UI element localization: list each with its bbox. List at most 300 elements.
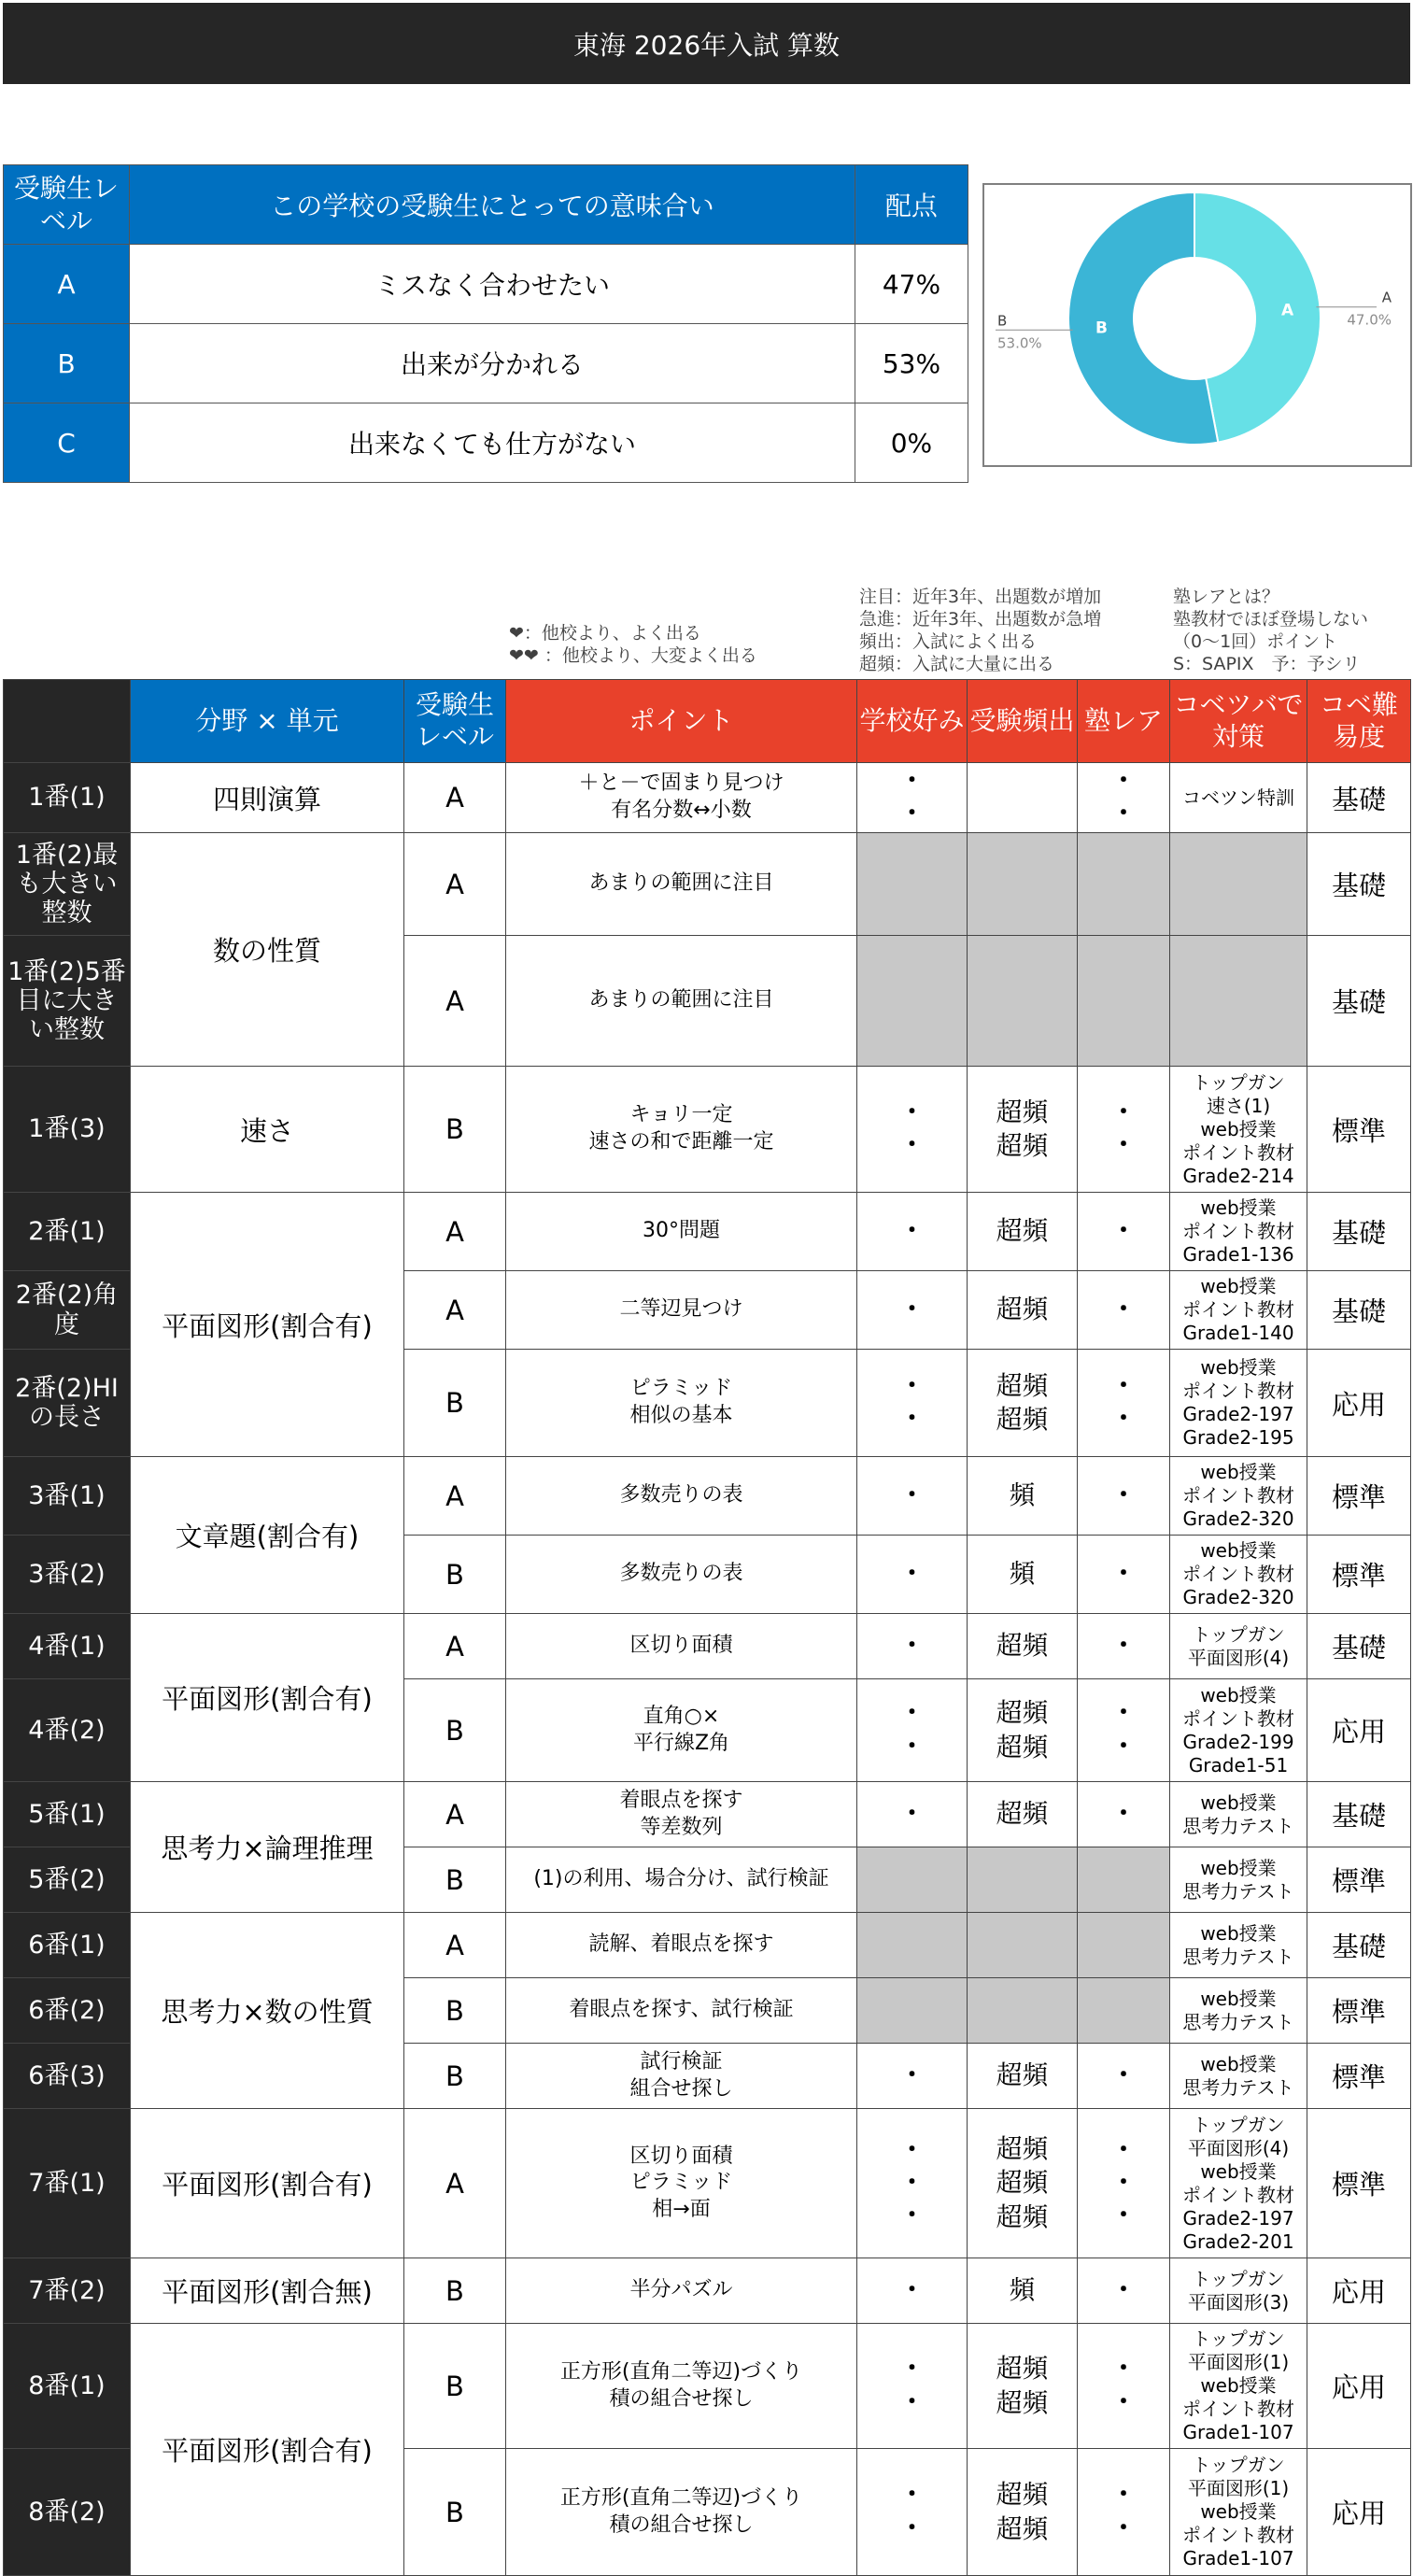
rare-mark: ・	[1110, 766, 1136, 795]
kobetsuba-cell	[1170, 936, 1307, 1067]
rare-mark: ・	[1110, 1799, 1136, 1828]
unit-cell: 思考力×数の性質	[131, 1913, 404, 2109]
rare-mark: ・	[1110, 1732, 1136, 1761]
header-frequency: 受験頻出	[968, 680, 1078, 763]
difficulty-cell: 基礎	[1307, 936, 1411, 1067]
level-cell: A	[404, 1913, 506, 1978]
summary-score: 47%	[855, 245, 968, 324]
level-cell: B	[404, 1350, 506, 1457]
difficulty-cell: 基礎	[1307, 1271, 1411, 1350]
school-cell	[857, 763, 968, 833]
point-cell	[506, 1913, 857, 1978]
difficulty-cell: 標準	[1307, 1847, 1411, 1913]
kobetsuba-line: web授業	[1200, 1856, 1277, 1879]
donut-value-label: 53.0%	[997, 334, 1042, 352]
frequency-cell	[968, 2258, 1078, 2324]
kobetsuba-line: Grade1-136	[1182, 1243, 1294, 1266]
rare-cell	[1078, 2449, 1170, 2576]
summary-header-level-text: 受験生レベル	[14, 173, 120, 236]
unit-cell: 文章題(割合有)	[131, 1457, 404, 1614]
point-line: 多数売りの表	[619, 1562, 743, 1586]
frequency-cell	[968, 1614, 1078, 1679]
kobetsuba-cell	[1170, 2324, 1307, 2449]
point-line: ＋と－で固まり見つけ	[578, 771, 784, 796]
legend-frequency-line: 超頻：入試に大量に出る	[859, 654, 1055, 674]
rare-cell	[1078, 833, 1170, 936]
kobetsuba-line: ポイント教材	[1182, 1140, 1294, 1164]
school-mark: ・	[899, 2513, 925, 2542]
school-cell	[857, 1978, 968, 2044]
point-line: ピラミッド	[629, 2171, 733, 2195]
kobetsuba-line: 平面図形(1)	[1187, 2351, 1290, 2373]
difficulty-cell: 基礎	[1307, 1614, 1411, 1679]
point-cell	[506, 2044, 857, 2109]
summary-meaning: 出来が分かれる	[130, 324, 855, 403]
frequency-cell	[968, 2449, 1078, 2576]
school-cell	[857, 936, 968, 1067]
school-mark: ・	[899, 1559, 925, 1588]
kobetsuba-line: web授業	[1200, 2374, 1277, 2397]
kobetsuba-line: 平面図形(4)	[1187, 1646, 1290, 1669]
frequency-cell	[968, 2324, 1078, 2449]
legend-rare-line: S：SAPIX 予：予シリ	[1173, 654, 1361, 674]
level-cell: A	[404, 1782, 506, 1847]
legend-frequency-line: 注目：近年3年、出題数が増加	[859, 587, 1102, 607]
rare-cell	[1078, 1782, 1170, 1847]
question-id: 2番(1)	[4, 1193, 131, 1271]
kobetsuba-line: web授業	[1200, 1921, 1277, 1945]
rare-cell	[1078, 1536, 1170, 1614]
school-cell	[857, 1536, 968, 1614]
point-line: 有名分数↔小数	[611, 799, 752, 822]
unit-cell: 数の性質	[131, 833, 404, 1067]
table-row	[4, 833, 1411, 936]
analysis-table	[3, 679, 1411, 2576]
school-mark: ・	[899, 766, 925, 795]
school-mark: ・	[899, 2481, 925, 2510]
question-id: 5番(2)	[4, 1847, 131, 1913]
point-line: 半分パズル	[629, 2278, 733, 2302]
legend-marks	[509, 622, 757, 667]
kobetsuba-line: ポイント教材	[1182, 1706, 1294, 1730]
point-line: 30°問題	[643, 1219, 720, 1243]
summary-row	[4, 403, 968, 483]
point-cell	[506, 2109, 857, 2258]
kobetsuba-line: web授業	[1200, 2052, 1277, 2075]
rare-mark: ・	[1110, 2201, 1136, 2230]
frequency-cell	[968, 1847, 1078, 1913]
rare-mark: ・	[1110, 1371, 1136, 1400]
frequency-cell	[968, 1350, 1078, 1457]
school-cell	[857, 1614, 968, 1679]
rare-mark: ・	[1110, 1699, 1136, 1728]
rare-mark: ・	[1110, 2060, 1136, 2089]
kobetsuba-cell	[1170, 1536, 1307, 1614]
point-line: キョリ一定	[629, 1103, 733, 1127]
level-cell: A	[404, 936, 506, 1067]
header-rare: 塾レア	[1078, 680, 1170, 763]
legend-marks-line: ❤︎：他校より、よく出る	[509, 623, 701, 644]
kobetsuba-cell	[1170, 1679, 1307, 1782]
frequency-mark: 超頻	[996, 2479, 1049, 2511]
table-row	[4, 763, 1411, 833]
frequency-mark: 超頻	[996, 1215, 1049, 1247]
point-cell	[506, 2258, 857, 2324]
table-row	[4, 1457, 1411, 1536]
kobetsuba-cell	[1170, 1782, 1307, 1847]
level-cell: A	[404, 1614, 506, 1679]
frequency-cell	[968, 1679, 1078, 1782]
frequency-mark: 超頻	[996, 1731, 1049, 1762]
summary-score: 0%	[855, 403, 968, 483]
point-cell	[506, 833, 857, 936]
table-row	[4, 2109, 1411, 2258]
donut-svg	[984, 185, 1413, 469]
question-id: 6番(3)	[4, 2044, 131, 2109]
summary-meaning: ミスなく合わせたい	[130, 245, 855, 324]
frequency-mark: 超頻	[996, 2059, 1049, 2091]
kobetsuba-line: トップガン	[1192, 2267, 1285, 2290]
legend-marks-line: ❤︎❤︎ ：他校より、大変よく出る	[509, 645, 757, 666]
difficulty-cell: 標準	[1307, 1067, 1411, 1193]
school-mark: ・	[899, 2275, 925, 2304]
frequency-cell	[968, 763, 1078, 833]
level-cell: B	[404, 2044, 506, 2109]
frequency-mark: 超頻	[996, 1697, 1049, 1729]
point-line: 着眼点を探す、試行検証	[569, 1998, 794, 2022]
kobetsuba-cell	[1170, 1457, 1307, 1536]
point-line: 正方形(直角二等辺)づくり	[559, 2485, 803, 2510]
level-cell: B	[404, 1978, 506, 2044]
school-mark: ・	[899, 800, 925, 828]
point-line: 試行検証	[640, 2049, 723, 2074]
question-id: 1番(3)	[4, 1067, 131, 1193]
level-cell: B	[404, 1847, 506, 1913]
school-cell	[857, 1193, 968, 1271]
rare-mark: ・	[1110, 1559, 1136, 1588]
rare-cell	[1078, 1193, 1170, 1271]
difficulty-cell: 基礎	[1307, 763, 1411, 833]
rare-cell	[1078, 1067, 1170, 1193]
summary-header-meaning: この学校の受験生にとっての意味合い	[130, 165, 855, 245]
kobetsuba-line: web授業	[1200, 1356, 1277, 1379]
level-cell: B	[404, 1536, 506, 1614]
question-id: 5番(1)	[4, 1782, 131, 1847]
legend-rare-line: 塾レアとは？	[1173, 587, 1280, 607]
question-id: 1番(2)最も大きい整数	[4, 833, 131, 936]
rare-mark: ・	[1110, 2135, 1136, 2164]
rare-cell	[1078, 1978, 1170, 2044]
school-cell	[857, 1782, 968, 1847]
school-mark: ・	[899, 1480, 925, 1509]
unit-cell: 平面図形(割合有)	[131, 1193, 404, 1457]
point-cell	[506, 1067, 857, 1193]
kobetsuba-line: ポイント教材	[1182, 1298, 1294, 1321]
kobetsuba-line: Grade2-195	[1182, 1426, 1294, 1449]
summary-score: 53%	[855, 324, 968, 403]
summary-header-level	[4, 165, 130, 245]
kobetsuba-line: Grade2-197	[1182, 2206, 1294, 2229]
rare-cell	[1078, 1847, 1170, 1913]
school-mark: ・	[899, 1405, 925, 1433]
question-id: 1番(2)5番目に大きい整数	[4, 936, 131, 1067]
frequency-cell	[968, 833, 1078, 936]
table-row	[4, 1782, 1411, 1847]
point-line: 平行線Z角	[632, 1731, 730, 1755]
point-line: 区切り面積	[629, 2144, 733, 2168]
rare-cell	[1078, 1614, 1170, 1679]
question-id: 2番(2)角度	[4, 1271, 131, 1350]
kobetsuba-cell	[1170, 1614, 1307, 1679]
level-cell: A	[404, 833, 506, 936]
school-cell	[857, 1457, 968, 1536]
kobetsuba-cell	[1170, 1067, 1307, 1193]
rare-cell	[1078, 2109, 1170, 2258]
kobetsuba-line: 思考力テスト	[1182, 1879, 1294, 1903]
frequency-cell	[968, 1193, 1078, 1271]
rare-mark: ・	[1110, 2513, 1136, 2542]
difficulty-cell: 基礎	[1307, 1913, 1411, 1978]
legend-frequency	[859, 586, 1101, 675]
point-cell	[506, 936, 857, 1067]
summary-table	[3, 164, 968, 483]
unit-cell: 平面図形(割合有)	[131, 1614, 404, 1782]
kobetsuba-line: web授業	[1200, 1275, 1277, 1297]
school-mark: ・	[899, 2387, 925, 2416]
rare-cell	[1078, 1271, 1170, 1350]
level-cell: B	[404, 1067, 506, 1193]
difficulty-cell: 標準	[1307, 1457, 1411, 1536]
kobetsuba-cell	[1170, 2258, 1307, 2324]
summary-header-score: 配点	[855, 165, 968, 245]
donut-slice-A	[1194, 192, 1321, 443]
school-mark: ・	[899, 2201, 925, 2230]
legend-frequency-line: 頻出：入試によく出る	[859, 631, 1038, 652]
point-cell	[506, 1193, 857, 1271]
kobetsuba-line: web授業	[1200, 1196, 1277, 1219]
frequency-mark: 超頻	[996, 1130, 1049, 1161]
point-line: ピラミッド	[629, 1377, 733, 1401]
rare-cell	[1078, 2258, 1170, 2324]
rare-mark: ・	[1110, 1131, 1136, 1159]
kobetsuba-line: web授業	[1200, 1987, 1277, 2010]
table-row	[4, 2324, 1411, 2449]
frequency-cell	[968, 1782, 1078, 1847]
difficulty-cell: 標準	[1307, 2044, 1411, 2109]
school-mark: ・	[899, 1131, 925, 1159]
kobetsuba-cell	[1170, 2044, 1307, 2109]
kobetsuba-cell	[1170, 1847, 1307, 1913]
rare-mark: ・	[1110, 1480, 1136, 1509]
frequency-mark: 超頻	[996, 1294, 1049, 1325]
frequency-cell	[968, 1913, 1078, 1978]
summary-row	[4, 245, 968, 324]
summary-level: A	[4, 245, 130, 324]
point-line: 相→面	[652, 2197, 711, 2221]
rare-mark: ・	[1110, 1295, 1136, 1323]
difficulty-cell: 標準	[1307, 1536, 1411, 1614]
kobetsuba-line: ポイント教材	[1182, 1563, 1294, 1585]
legend-rare-line: （0～1回）ポイント	[1173, 631, 1338, 652]
summary-level: C	[4, 403, 130, 483]
rare-cell	[1078, 2324, 1170, 2449]
table-row	[4, 2258, 1411, 2324]
kobetsuba-cell	[1170, 763, 1307, 833]
kobetsuba-line: web授業	[1200, 1790, 1277, 1814]
analysis-header-row	[4, 680, 1411, 763]
question-id: 6番(2)	[4, 1978, 131, 2044]
table-row	[4, 1067, 1411, 1193]
point-line: 正方形(直角二等辺)づくり	[559, 2359, 803, 2384]
unit-cell: 速さ	[131, 1067, 404, 1193]
rare-mark: ・	[1110, 2387, 1136, 2416]
kobetsuba-line: 思考力テスト	[1182, 2010, 1294, 2033]
point-line: 着眼点を探す	[619, 1788, 743, 1812]
question-id: 4番(1)	[4, 1614, 131, 1679]
rare-mark: ・	[1110, 1097, 1136, 1126]
difficulty-cell: 標準	[1307, 1978, 1411, 2044]
rare-mark: ・	[1110, 1216, 1136, 1245]
level-cell: A	[404, 2109, 506, 2258]
level-cell: A	[404, 1193, 506, 1271]
school-mark: ・	[899, 1732, 925, 1761]
school-mark: ・	[899, 1295, 925, 1323]
kobetsuba-line: ポイント教材	[1182, 2524, 1294, 2546]
kobetsuba-line: ポイント教材	[1182, 1380, 1294, 1402]
legend-frequency-line: 急進：近年3年、出題数が急増	[859, 609, 1102, 630]
difficulty-cell: 基礎	[1307, 833, 1411, 936]
school-cell	[857, 2044, 968, 2109]
kobetsuba-line: web授業	[1200, 2500, 1277, 2523]
frequency-mark: 超頻	[996, 1404, 1049, 1435]
school-mark: ・	[899, 2355, 925, 2384]
unit-cell: 思考力×論理推理	[131, 1782, 404, 1913]
kobetsuba-line: Grade1-107	[1182, 2421, 1294, 2443]
point-line: 相似の基本	[629, 1404, 733, 1427]
level-cell: B	[404, 1679, 506, 1782]
kobetsuba-line: web授業	[1200, 2159, 1277, 2183]
frequency-mark: 超頻	[996, 2386, 1049, 2418]
kobetsuba-cell	[1170, 2109, 1307, 2258]
frequency-mark: 超頻	[996, 1369, 1049, 1401]
frequency-mark: 頻	[1009, 1479, 1036, 1511]
school-mark: ・	[899, 1371, 925, 1400]
school-mark: ・	[899, 1216, 925, 1245]
table-row	[4, 1913, 1411, 1978]
question-id: 7番(1)	[4, 2109, 131, 2258]
kobetsuba-cell	[1170, 1978, 1307, 2044]
header-kobetsuba: コベツバで対策	[1170, 680, 1307, 763]
unit-cell: 四則演算	[131, 763, 404, 833]
school-cell	[857, 2258, 968, 2324]
school-mark: ・	[899, 2168, 925, 2197]
difficulty-cell: 応用	[1307, 1679, 1411, 1782]
header-id	[4, 680, 131, 763]
question-id: 3番(1)	[4, 1457, 131, 1536]
question-id: 2番(2)HIの長さ	[4, 1350, 131, 1457]
frequency-mark: 超頻	[996, 1798, 1049, 1830]
point-cell	[506, 1782, 857, 1847]
header-school: 学校好み	[857, 680, 968, 763]
frequency-cell	[968, 1271, 1078, 1350]
point-cell	[506, 2324, 857, 2449]
frequency-cell	[968, 936, 1078, 1067]
school-mark: ・	[899, 1097, 925, 1126]
school-mark: ・	[899, 1799, 925, 1828]
kobetsuba-line: Grade1-140	[1182, 1322, 1294, 1344]
point-line: 等差数列	[640, 1815, 723, 1839]
point-cell	[506, 1350, 857, 1457]
kobetsuba-cell	[1170, 1350, 1307, 1457]
kobetsuba-line: Grade2-201	[1182, 2229, 1294, 2253]
kobetsuba-line: トップガン	[1192, 1070, 1285, 1094]
header-level: 受験生レベル	[404, 680, 506, 763]
rare-cell	[1078, 936, 1170, 1067]
rare-cell	[1078, 2044, 1170, 2109]
donut-outer-label: B	[997, 312, 1008, 330]
school-cell	[857, 1913, 968, 1978]
rare-mark: ・	[1110, 2355, 1136, 2384]
frequency-mark: 超頻	[996, 2201, 1049, 2232]
kobetsuba-line: Grade2-214	[1182, 1164, 1294, 1187]
rare-mark: ・	[1110, 2275, 1136, 2304]
difficulty-cell: 応用	[1307, 2449, 1411, 2576]
kobetsuba-line: web授業	[1200, 1117, 1277, 1140]
point-line: 速さの和で距離一定	[588, 1130, 774, 1154]
frequency-cell	[968, 1457, 1078, 1536]
school-mark: ・	[899, 1699, 925, 1728]
school-cell	[857, 2109, 968, 2258]
unit-cell: 平面図形(割合無)	[131, 2258, 404, 2324]
header-difficulty: コベ難易度	[1307, 680, 1411, 763]
question-id: 4番(2)	[4, 1679, 131, 1782]
level-cell: A	[404, 763, 506, 833]
kobetsuba-cell	[1170, 1913, 1307, 1978]
rare-cell	[1078, 763, 1170, 833]
rare-mark: ・	[1110, 800, 1136, 828]
rare-cell	[1078, 1913, 1170, 1978]
difficulty-cell: 基礎	[1307, 1782, 1411, 1847]
school-cell	[857, 2449, 968, 2576]
school-cell	[857, 1679, 968, 1782]
kobetsuba-line: トップガン	[1192, 2113, 1285, 2136]
point-line: 読解、着眼点を探す	[588, 1932, 774, 1957]
point-line: 積の組合せ探し	[609, 2512, 754, 2537]
point-cell	[506, 1457, 857, 1536]
kobetsuba-line: 思考力テスト	[1182, 1945, 1294, 1968]
point-line: 積の組合せ探し	[609, 2386, 754, 2411]
legend-rare-line: 塾教材でほぼ登場しない	[1173, 609, 1369, 630]
difficulty-cell: 基礎	[1307, 1193, 1411, 1271]
frequency-cell	[968, 1536, 1078, 1614]
frequency-mark: 超頻	[996, 1096, 1049, 1127]
difficulty-cell: 応用	[1307, 1350, 1411, 1457]
school-cell	[857, 2324, 968, 2449]
point-cell	[506, 1614, 857, 1679]
kobetsuba-line: web授業	[1200, 1539, 1277, 1562]
kobetsuba-line: Grade2-320	[1182, 1586, 1294, 1608]
kobetsuba-line: ポイント教材	[1182, 1484, 1294, 1507]
frequency-mark: 頻	[1009, 1558, 1036, 1590]
kobetsuba-line: コベツン特訓	[1182, 786, 1294, 809]
kobetsuba-line: 思考力テスト	[1182, 2075, 1294, 2099]
frequency-mark: 超頻	[996, 2167, 1049, 2199]
frequency-mark: 超頻	[996, 1630, 1049, 1662]
point-cell	[506, 763, 857, 833]
kobetsuba-line: web授業	[1200, 1461, 1277, 1483]
kobetsuba-line: 思考力テスト	[1182, 1814, 1294, 1837]
school-cell	[857, 1067, 968, 1193]
